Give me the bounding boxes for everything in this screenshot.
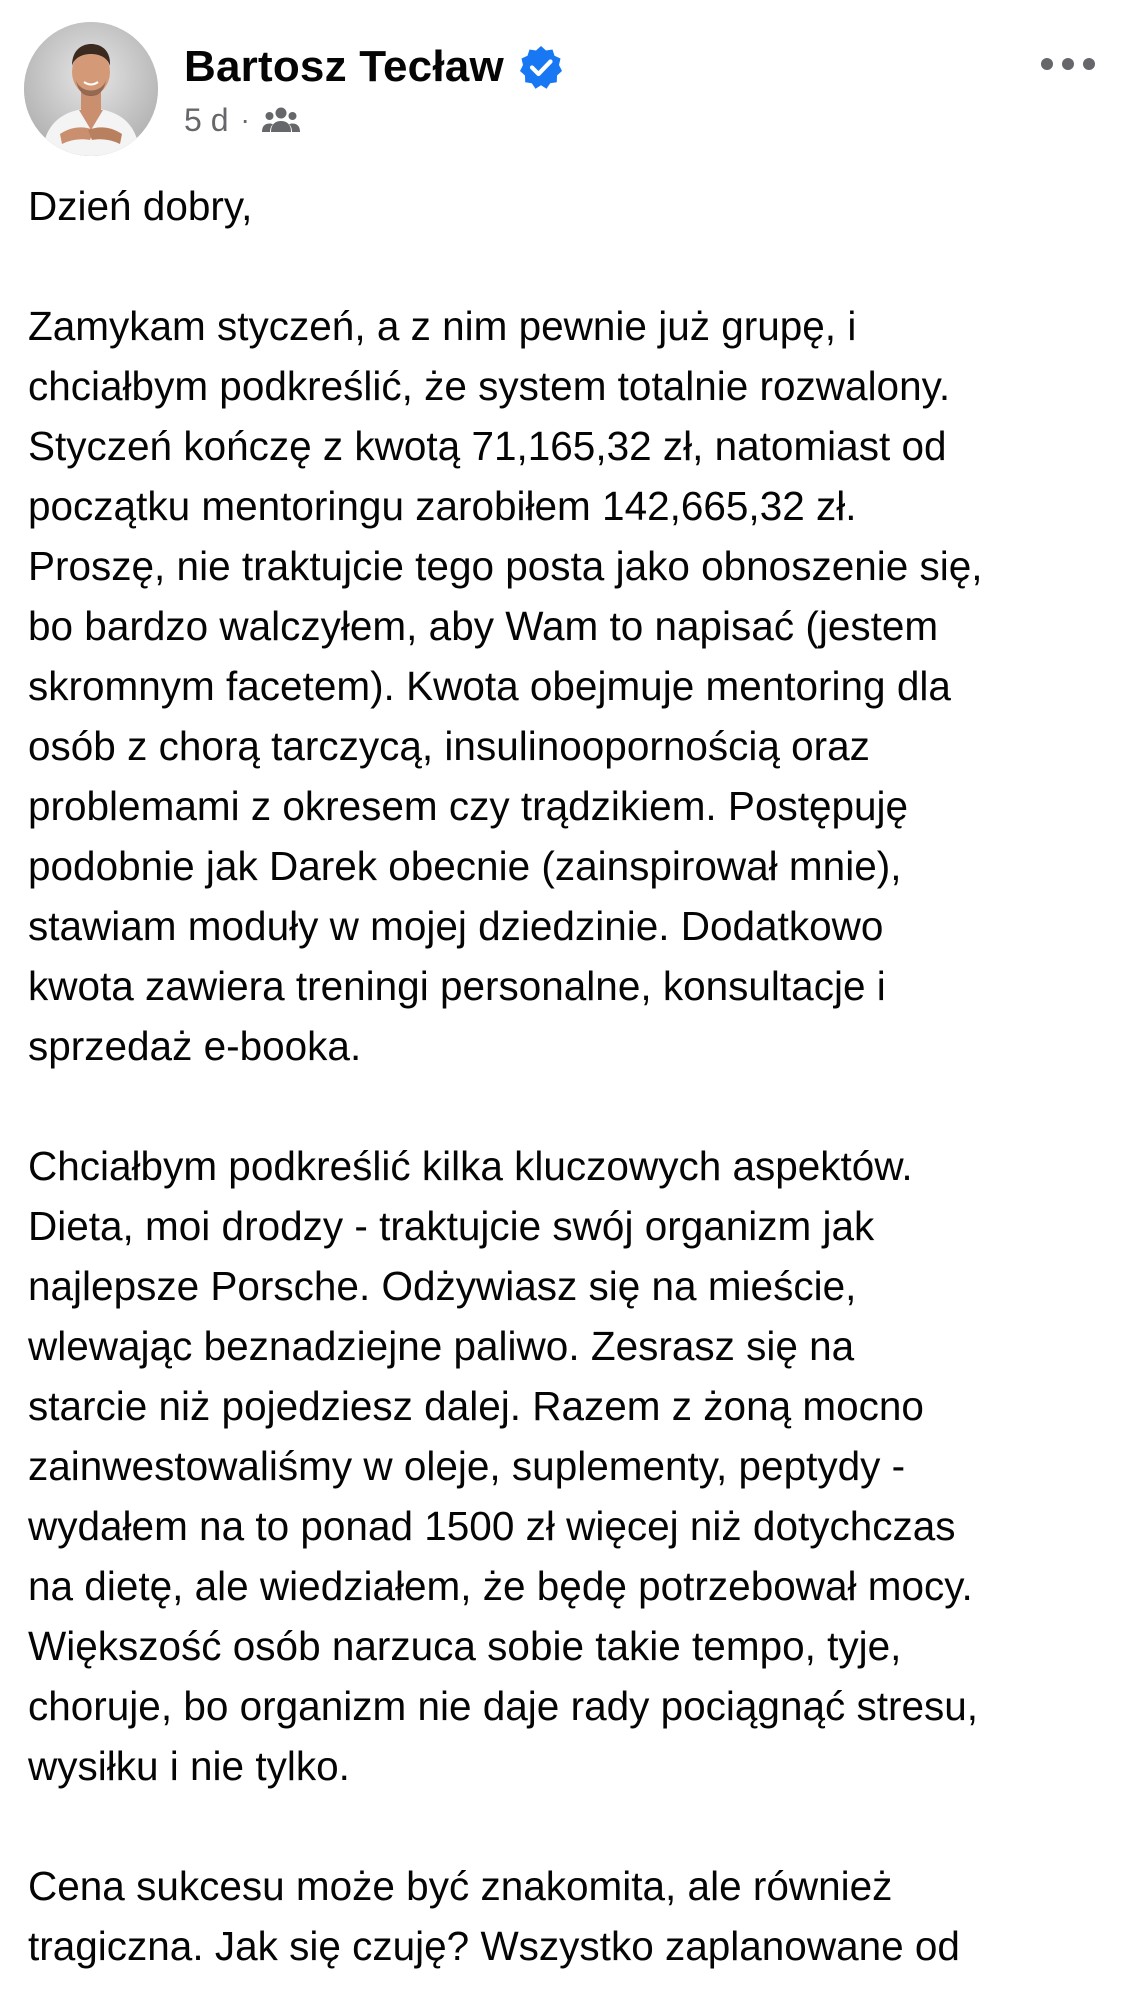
post-text-line: wydałem na to ponad 1500 zł więcej niż dotychczas: [28, 1503, 956, 1549]
post-text-line: kwota zawiera treningi personalne, konsultacje i: [28, 963, 886, 1009]
post-text-line: skromnym facetem). Kwota obejmuje mentoring dla: [28, 663, 951, 709]
post-paragraph: [28, 176, 1118, 236]
post-text-line: Większość osób narzuca sobie takie tempo, tyje,: [28, 1623, 902, 1669]
post-header: [0, 0, 1122, 170]
post-text-line: tragiczna. Jak się czuję? Wszystko zaplanowane od: [28, 1923, 960, 1969]
post-text-line: chciałbym podkreślić, że system totalnie rozwalony.: [28, 363, 951, 409]
post-text-line: Dieta, moi drodzy - traktujcie swój organizm jak: [28, 1203, 875, 1249]
author-avatar[interactable]: [24, 22, 158, 156]
more-options-button[interactable]: [1028, 42, 1108, 86]
post-text-line: Cena sukcesu może być znakomita, ale również: [28, 1863, 893, 1909]
post-text-line: stawiam moduły w mojej dziedzinie. Dodatkowo: [28, 903, 884, 949]
author-row: [184, 38, 564, 96]
post-timestamp[interactable]: 5 d: [184, 101, 229, 138]
post-body: [28, 176, 1118, 1996]
post-text-line: bo bardzo walczyłem, aby Wam to napisać (jestem: [28, 603, 939, 649]
post-text-line: zainwestowaliśmy w oleje, suplementy, peptydy -: [28, 1443, 906, 1489]
post-paragraph: [28, 1856, 1118, 1976]
author-name[interactable]: Bartosz Tecław: [184, 42, 504, 91]
post-text-line: początku mentoringu zarobiłem 142,665,32 zł.: [28, 483, 857, 529]
post-meta: [184, 100, 300, 140]
post-text-line: choruje, bo organizm nie daje rady pociągnąć stresu,: [28, 1683, 979, 1729]
ellipsis-icon: [1040, 57, 1096, 71]
post-text-line: podobnie jak Darek obecnie (zainspirował mnie),: [28, 843, 902, 889]
verified-badge-icon: [518, 44, 564, 90]
meta-separator: ·: [240, 104, 250, 135]
post-text-line: sprzedaż e-booka.: [28, 1023, 362, 1069]
post-text-line: najlepsze Porsche. Odżywiasz się na mieście,: [28, 1263, 857, 1309]
post-paragraph: [28, 1136, 1118, 1796]
post-paragraph: [28, 296, 1118, 1076]
post-text-line: Chciałbym podkreślić kilka kluczowych aspektów.: [28, 1143, 913, 1189]
post-text-line: Dzień dobry,: [28, 183, 253, 229]
post-text-line: osób z chorą tarczycą, insulinoopornością oraz: [28, 723, 870, 769]
post-text-line: na dietę, ale wiedziałem, że będę potrzebował mocy.: [28, 1563, 973, 1609]
post-text-line: starcie niż pojedziesz dalej. Razem z żoną mocno: [28, 1383, 924, 1429]
post-text-line: Styczeń kończę z kwotą 71,165,32 zł, natomiast od: [28, 423, 947, 469]
post-text-line: Zamykam styczeń, a z nim pewnie już grupę, i: [28, 303, 857, 349]
post-text-line: problemami z okresem czy trądzikiem. Postępuję: [28, 783, 909, 829]
group-icon[interactable]: [262, 105, 300, 135]
post-text-line: Proszę, nie traktujcie tego posta jako obnoszenie się,: [28, 543, 983, 589]
post-text-line: wysiłku i nie tylko.: [28, 1743, 350, 1789]
post-text-line: wlewając beznadziejne paliwo. Zesrasz się na: [28, 1323, 855, 1369]
